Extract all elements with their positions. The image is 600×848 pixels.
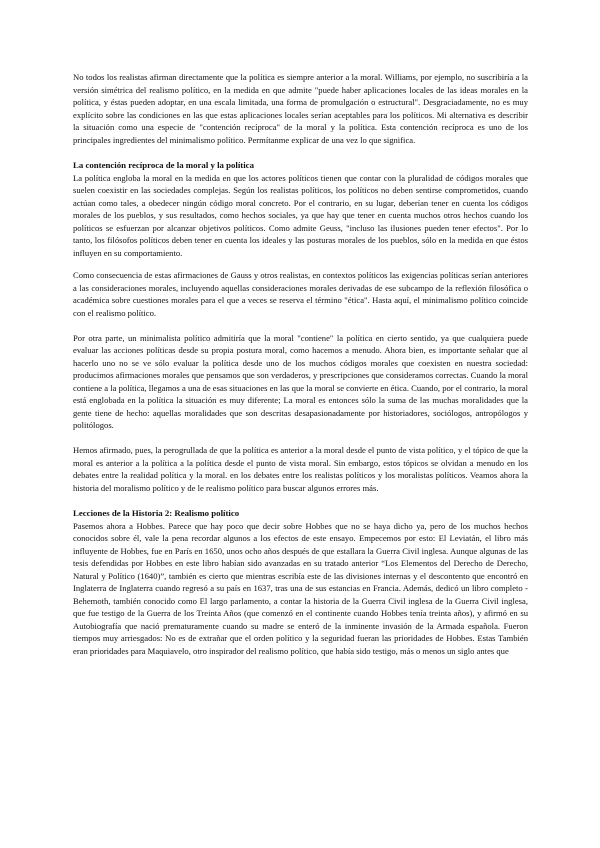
section-heading-history-lessons: Lecciones de la Historia 2: Realismo político bbox=[73, 507, 240, 518]
document-body bbox=[73, 71, 528, 670]
section-heading-reciprocal-containment: La contención recíproca de la moral y la política bbox=[73, 159, 254, 170]
paragraph: Por otra parte, un minimalista político admitiría que la moral "contiene" la política en cierto sentido, ya que cualquiera puede evaluar las acciones políticas desde su propia postura moral, como hacemos a menudo. Ahora bien, es importante señalar que al hacerlo uno no se ve sólo evaluar la política desde uno de los muchos códigos morales que coexisten en nuestra sociedad: producimos afirmaciones morales que pensamos que son verdaderos, y prescripciones que consideramos correctas. Cuando la moral contiene a la política, llegamos a una de esas situaciones en las que la moral se convierte en ética. Cuando, por el contrario, la moral está englobada en la política la situación es muy diferente; La moral es entonces sólo la suma de las muchas moralidades que la gente tiene de hecho: aquellas moralidades que son descritas desapasionadamente por historiadores, sociólogos, antropólogos y politólogos. bbox=[73, 332, 528, 430]
paragraph: Como consecuencia de estas afirmaciones de Gauss y otros realistas, en contextos políticos las exigencias políticas serían anteriores a las consideraciones morales, incluyendo aquellas consideraciones morales derivadas de ese subcampo de la reflexión filosófica o académica sobre cuestiones morales para el que a veces se reserva el término "ética". Hasta aquí, el minimalismo político coincide con el realismo político. bbox=[73, 270, 528, 318]
paragraph: La política engloba la moral en la medida en que los actores políticos tienen que contar con la pluralidad de códigos morales que suelen coexistir en las sociedades complejas. Según los realistas políticos, los políticos no deben sentirse comprometidos, cuando actúan como tales, a obedecer ningún código moral concreto. Por el contrario, en su lugar, deberían tener en cuenta los códigos morales de los pueblos, y sus resultados, como hechos sociales, ya que hay que tener en cuenta muchos otros hechos cuando los políticos se esfuerzan por alcanzar objetivos políticos. Como admite Geuss, "incluso las ilusiones pueden tener efectos". Por lo tanto, los filósofos políticos deben tener en cuenta los ideales y las posturas morales de los pueblos, sólo en la medida en que éstos influyen en su comportamiento. bbox=[73, 172, 528, 258]
paragraph-intro: No todos los realistas afirman directamente que la política es siempre anterior a la moral. Williams, por ejemplo, no suscribiría a la versión simétrica del realismo político, en la medida en que admite "puede haber aplicaciones locales de las ideas morales en la política, y éstas pueden adoptar, en una escala limitada, una forma de promulgación o estructural". Desgraciadamente, no es muy explícito sobre las condiciones en las que estas aplicaciones locales serían aceptables para los políticos. Mi alternativa es describir la situación como una especie de "contención recíproca" de la moral y la política. Esta contención recíproca es uno de los principales ingredientes del minimalismo político. Permítanme explicar de una vez lo que significa. bbox=[73, 72, 528, 145]
paragraph: Pasemos ahora a Hobbes. Parece que hay poco que decir sobre Hobbes que no se haya dicho ya, pero de los muchos hechos conocidos sobre él, vale la pena recordar algunos a los efectos de este ensayo. Empecemos por esto: El Leviatán, el libro más influyente de Hobbes, fue en París en 1650, unos ocho años después de que estallara la Guerra Civil inglesa. Aunque algunas de las tesis defendidas por Hobbes en este libro habían sido avanzadas en su tratado anterior “Los Elementos del Derecho de Derecho, Natural y Político (1640)”, también es cierto que mientras escribía este de las divisiones internas y el descontento que encontró en Inglaterra de Inglaterra cuando regresó a su país en 1637, tras una de sus estancias en Francia. Además, dedicó un libro completo -Behemoth, también conocido como El largo parlamento, a contar la historia de la Guerra Civil inglesa de la Guerra Civil inglesa, que fue testigo de la Guerra de los Treinta Años (que comenzó en el continente cuando Hobbes tenía treinta años), y afirmó en su Autobiografía que nació prematuramente cuando su madre se enteró de la inminente invasión de la Armada española. Fueron tiempos muy arriesgados: No es de extrañar que el orden político y la seguridad fueran las prioridades de Hobbes. Estas También eran prioridades para Maquiavelo, otro inspirador del realismo político, que había sido testigo, más o menos un siglo antes que bbox=[73, 520, 528, 656]
paragraph: Hemos afirmado, pues, la perogrullada de que la política es anterior a la moral desde el punto de vista político, y el tópico de que la moral es anterior a la política a la política desde el punto de vista moral. Sin embargo, estos tópicos se olvidan a menudo en los debates entre la realidad política y la moral. en los debates entre los realistas políticos y los moralistas políticos. Veamos ahora la historia del moralismo político y de le realismo político para buscar algunos errores más. bbox=[73, 445, 528, 493]
